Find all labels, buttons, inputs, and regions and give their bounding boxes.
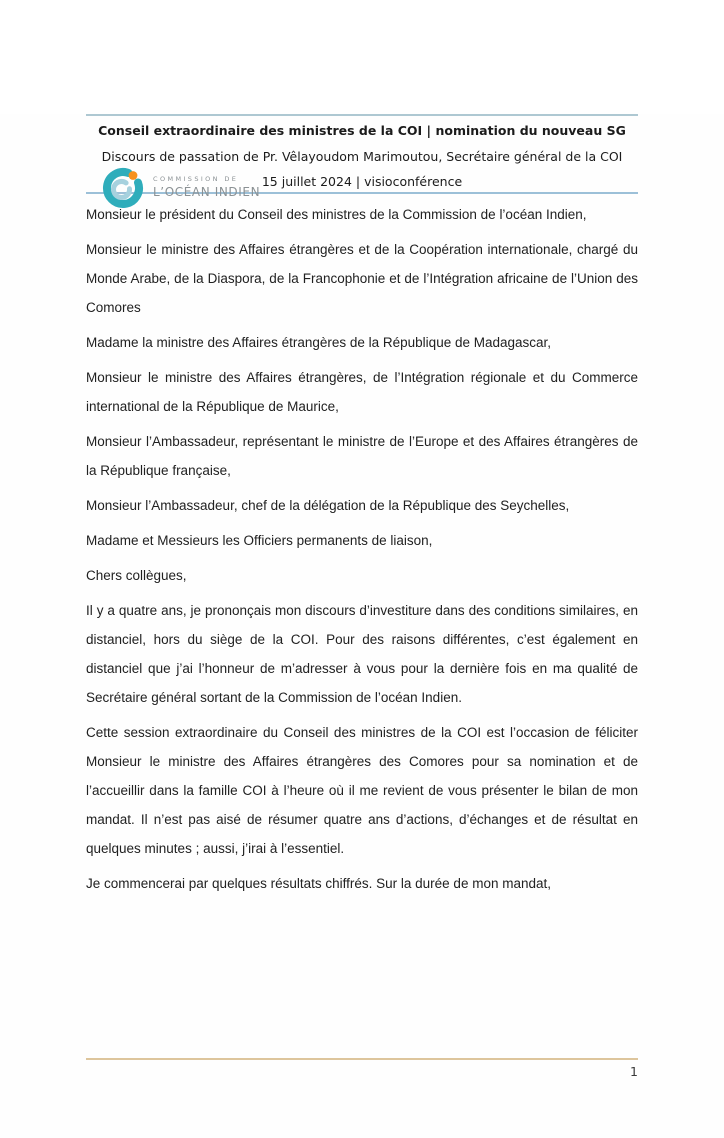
logo-org-name-small: COMMISSION DE [153, 175, 239, 183]
document-body [86, 200, 638, 898]
body-paragraph: Monsieur le ministre des Affaires étrangères, de l’Intégration régionale et du Commerce international de la République de Maurice, [86, 370, 638, 414]
body-paragraph: Monsieur le président du Conseil des ministres de la Commission de l’océan Indien, [86, 207, 587, 222]
document-title: Conseil extraordinaire des ministres de la COI | nomination du nouveau SG [98, 123, 626, 138]
document-dateline: 15 juillet 2024 | visioconférence [261, 174, 463, 189]
coi-swirl-logo-icon [98, 160, 146, 214]
footer-divider [86, 1058, 638, 1060]
body-paragraph: Monsieur l’Ambassadeur, chef de la délégation de la République des Seychelles, [86, 498, 570, 513]
body-paragraph: Chers collègues, [86, 568, 187, 583]
body-paragraph: Je commencerai par quelques résultats chiffrés. Sur la durée de mon mandat, [86, 876, 551, 891]
logo-wordmark [153, 175, 260, 199]
body-paragraph: Monsieur le ministre des Affaires étrangères et de la Coopération internationale, chargé du Monde Arabe, de la Diaspora, de la Francophonie et de l’Intégration africaine de l’Union des Comores [86, 242, 638, 315]
document-subtitle: Discours de passation de Pr. Vêlayoudom Marimoutou, Secrétaire général de la COI [101, 149, 623, 164]
body-paragraph: Cette session extraordinaire du Conseil des ministres de la COI est l’occasion de féliciter Monsieur le ministre des Affaires étrangères des Comores pour sa nomination et de l’accueillir dans la famille COI à l’heure où il me revient de vous présenter le bilan de mon mandat. Il n’est pas aisé de résumer quatre ans d’actions, d’échanges et de résultat en quelques minutes ; aussi, j’irai à l’essentiel. [86, 725, 638, 856]
logo-org-name: L’OCÉAN INDIEN [153, 185, 261, 199]
page-footer [86, 1058, 638, 1079]
document-content [0, 114, 724, 898]
page-number: 1 [630, 1064, 638, 1079]
body-paragraph: Madame et Messieurs les Officiers permanents de liaison, [86, 533, 433, 548]
body-paragraph: Monsieur l’Ambassadeur, représentant le ministre de l’Europe et des Affaires étrangères de la République française, [86, 434, 638, 478]
body-paragraph: Madame la ministre des Affaires étrangères de la République de Madagascar, [86, 335, 552, 350]
document-page [0, 114, 724, 1138]
body-paragraph: Il y a quatre ans, je prononçais mon discours d’investiture dans des conditions similaires, en distanciel, hors du siège de la COI. Pour des raisons différentes, c’est également en distanciel que j’ai l’honneur de m’adresser à vous pour la dernière fois en ma qualité de Secrétaire général sortant de la Commission de l’océan Indien. [86, 603, 638, 705]
coi-logo [98, 160, 260, 214]
